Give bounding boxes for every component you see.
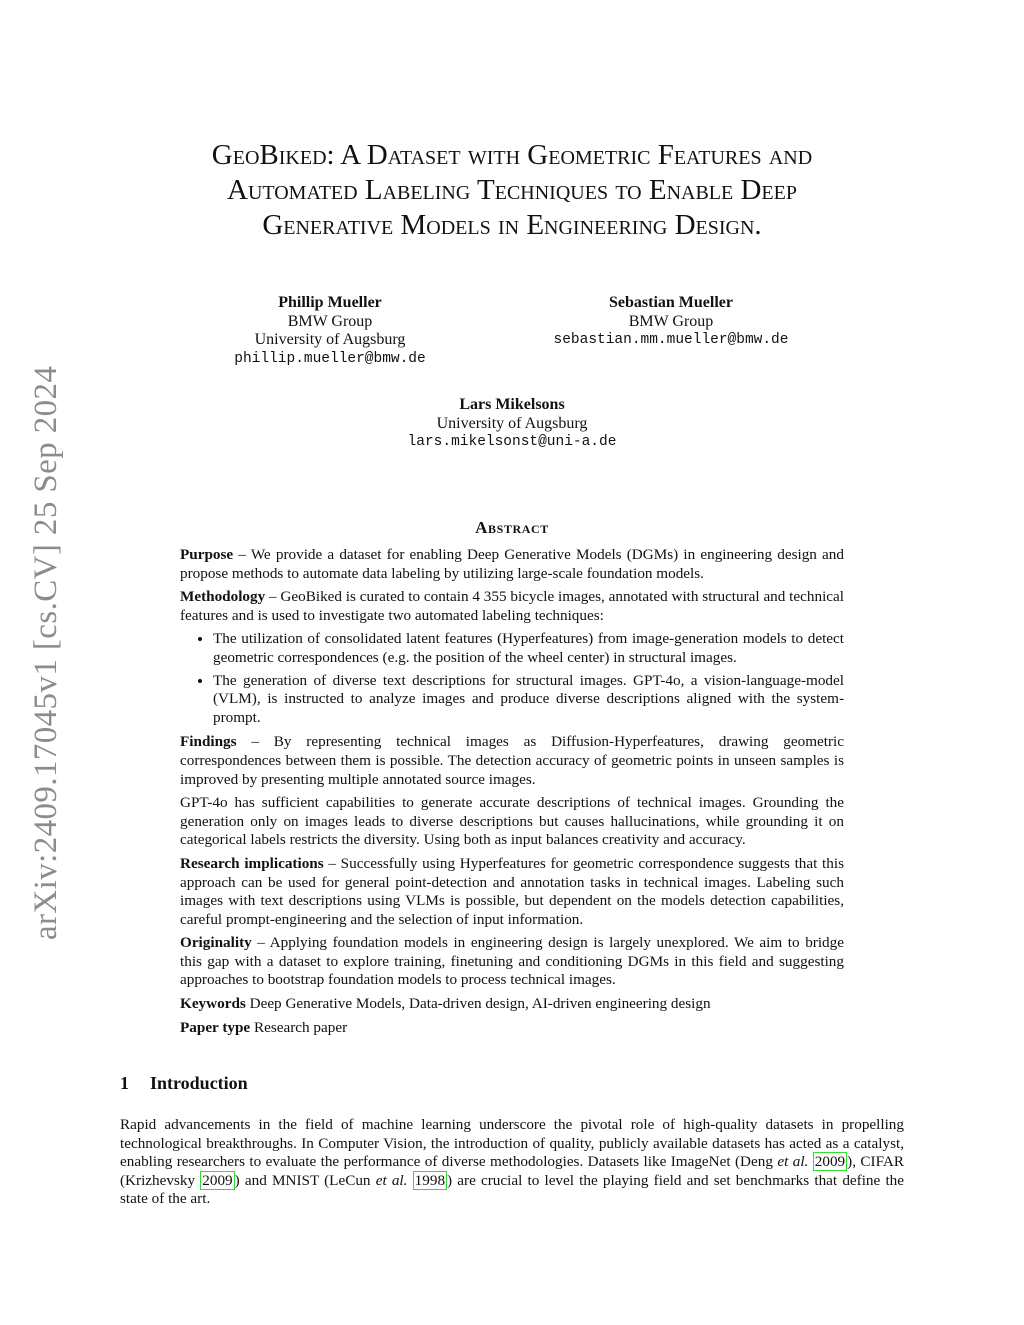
author-email: phillip.mueller@bmw.de <box>234 350 426 367</box>
title-line: GeoBiked: A Dataset with Geometric Features and <box>211 139 813 171</box>
abstract-paper-type <box>180 1019 844 1038</box>
author-affiliation: BMW Group <box>628 312 714 330</box>
originality-label: Originality <box>180 934 252 952</box>
author-email: sebastian.mm.mueller@bmw.de <box>553 332 789 348</box>
findings-label: Findings <box>180 733 237 751</box>
findings-text: – By representing technical images as Diffusion-Hyperfeatures, drawing geometric correspondences between them is possible. The detection accuracy of geometric points in unseen samples is improved by presenting multiple annotated source images. <box>180 733 844 788</box>
author-block <box>530 294 812 350</box>
implications-text: – Successfully using Hyperfeatures for geometric correspondence suggests that this approach can be used for general point-detection and annotation tasks in technical images. Labeling such images with text descriptions using VLMs is possible, but dependent on the models detection capabilities, careful prompt-engineering and the selection of input information. <box>180 854 845 928</box>
abstract-findings <box>180 733 844 789</box>
intro-text: ) are crucial to level the playing field and set benchmarks that define the state of the art. <box>120 1171 904 1208</box>
section-title: Introduction <box>150 1073 248 1093</box>
intro-text: Rapid advancements in the field of machine learning underscore the pivotal role of high-quality datasets in propelling technological breakthroughs. In Computer Vision, the introduction of quality, publicly available datasets has acted as a catalyst, enabling researchers to evaluate the performance of diverse methodologies. Datasets like ImageNet (Deng <box>120 1116 904 1171</box>
list-item: • The utilization of consolidated latent features (Hyperfeatures) from image-generation models to detect geometric correspondences (e.g. the position of the wheel center) in structural images. <box>213 630 844 667</box>
purpose-label: Purpose <box>180 546 234 563</box>
intro-text: ), CIFAR (Krizhevsky <box>120 1153 905 1189</box>
methodology-text: – GeoBiked is curated to contain 4 355 bicycle images, annotated with structural and technical features and is used to investigate two automated labeling techniques: <box>180 588 844 624</box>
citation-link[interactable]: 1998 <box>414 1171 446 1189</box>
author-affiliation: University of Augsburg <box>254 331 406 348</box>
paper-title <box>120 138 904 243</box>
author-affiliation: BMW Group <box>287 312 373 330</box>
abstract-purpose <box>180 546 844 583</box>
author-block <box>372 396 652 452</box>
author-email: lars.mikelsonst@uni-a.de <box>407 434 617 450</box>
author-affiliation: University of Augsburg <box>436 414 588 432</box>
keywords-text: Deep Generative Models, Data-driven design, AI-driven engineering design <box>245 995 711 1013</box>
section-heading <box>120 1073 248 1094</box>
citation-link[interactable]: 2009 <box>202 1171 233 1189</box>
purpose-text: – We provide a dataset for enabling Deep Generative Models (DGMs) in engineering design and propose methods to automate data labeling by utilizing large-scale foundation models. <box>180 546 844 582</box>
abstract-originality <box>180 934 844 990</box>
intro-paragraph <box>120 1116 904 1209</box>
section-number: 1 <box>120 1073 129 1093</box>
originality-text: – Applying foundation models in engineering design is largely unexplored. We aim to bridge this gap with a dataset to explore training, finetuning and conditioning DGMs in this field and suggesting approaches to bootstrap foundation models to process technical images. <box>180 934 844 989</box>
arxiv-identifier: arXiv:2409.17045v1 [cs.CV] 25 Sep 2024 <box>28 365 64 940</box>
paper-type-label: Paper type <box>180 1018 251 1036</box>
list-item: • The generation of diverse text descriptions for structural images. GPT-4o, a vision-language-model (VLM), is instructed to analyze images and produce diverse descriptions aligned with the system-prompt. <box>213 672 844 728</box>
implications-label: Research implications <box>180 854 324 872</box>
author-block <box>190 294 470 368</box>
et-al: et al. <box>375 1171 408 1189</box>
author-name: Sebastian Mueller <box>609 294 733 311</box>
methodology-label: Methodology <box>180 588 266 606</box>
author-name: Phillip Mueller <box>278 294 382 311</box>
abstract-body <box>180 546 844 1042</box>
abstract-findings-2: GPT-4o has sufficient capabilities to generate accurate descriptions of technical images. Grounding the generation only on images leads to diverse descriptions but causes hallucinations, while grounding it on categorical labels restricts the diversity. Using both as input balances creativity and accuracy. <box>180 794 844 849</box>
et-al: et al. <box>777 1153 809 1171</box>
citation-link[interactable]: 2009 <box>814 1153 846 1171</box>
author-name: Lars Mikelsons <box>459 396 565 413</box>
paper-type-text: Research paper <box>250 1018 348 1036</box>
intro-text: ) and MNIST (LeCun <box>234 1171 376 1189</box>
title-line: Automated Labeling Techniques to Enable Deep <box>227 174 797 206</box>
abstract-keywords <box>180 995 844 1014</box>
abstract-implications <box>180 855 844 929</box>
abstract-methodology <box>180 588 844 625</box>
title-line: Generative Models in Engineering Design. <box>262 209 762 241</box>
abstract-heading: Abstract <box>475 518 549 537</box>
keywords-label: Keywords <box>180 995 246 1013</box>
methodology-list <box>180 630 844 727</box>
